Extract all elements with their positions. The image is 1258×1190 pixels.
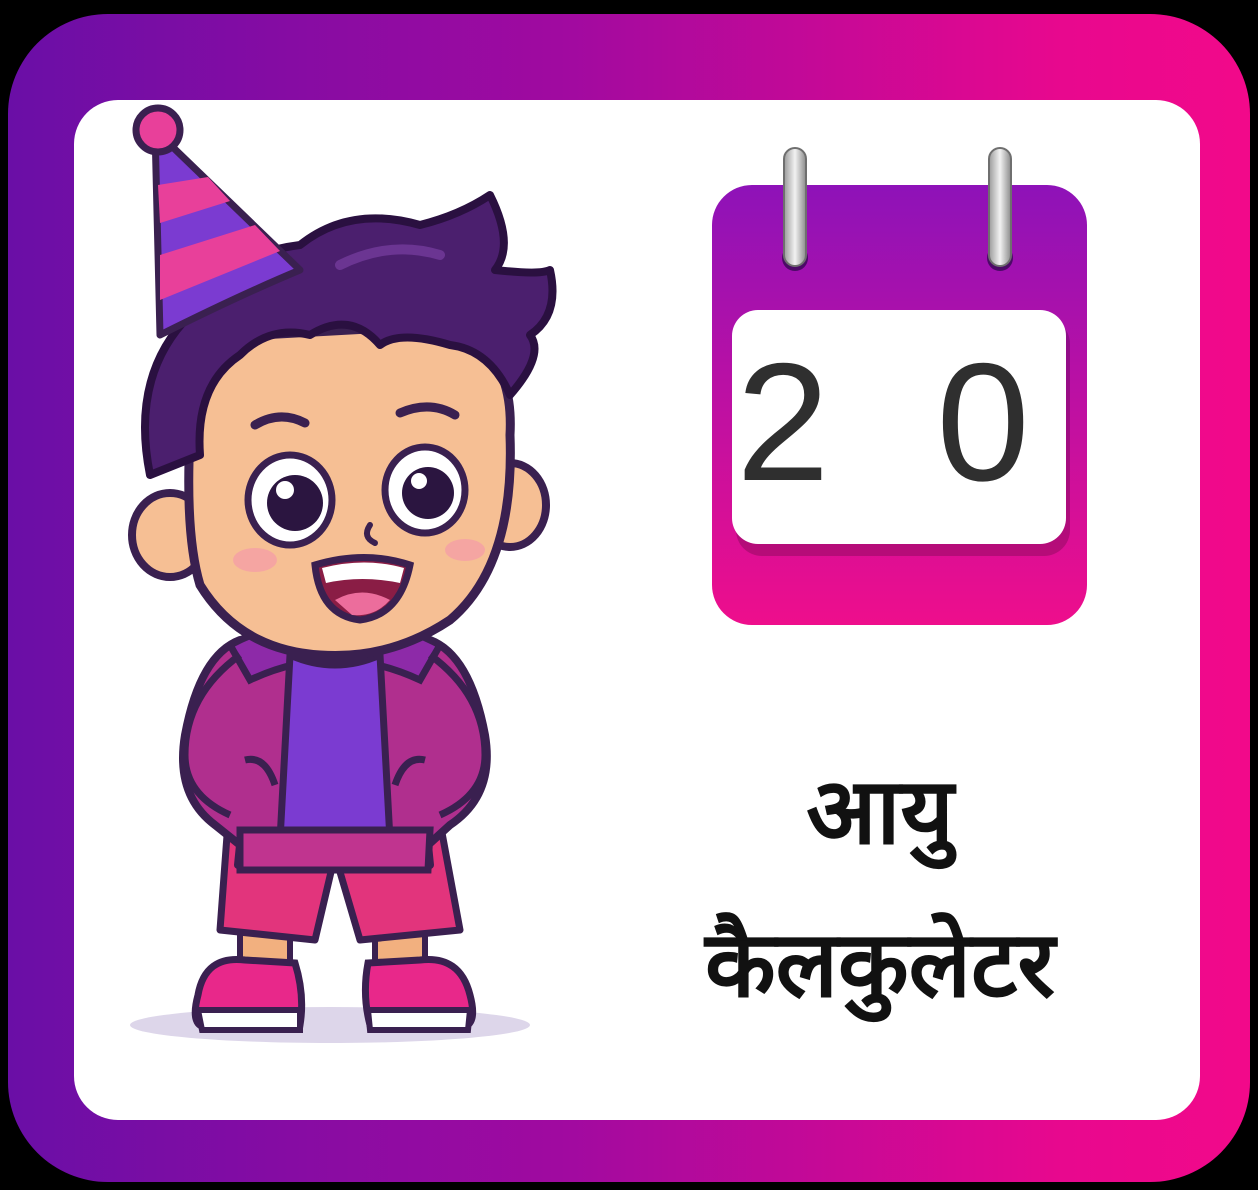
birthday-kid-illustration — [90, 95, 610, 1055]
shirt — [280, 655, 390, 840]
left-eye-shine — [276, 481, 294, 499]
right-eye-shine — [411, 473, 427, 489]
calendar-number: 2 0 — [736, 328, 1060, 516]
right-eye-pupil — [402, 467, 454, 519]
right-shoe-sole — [368, 1010, 470, 1030]
calendar-ring-left — [784, 148, 806, 266]
app-title-line-1: आयु — [806, 758, 954, 865]
app-title-line-2: कैलकुलेटर — [704, 911, 1056, 1018]
calendar-ring-right — [989, 148, 1011, 266]
left-eye-pupil — [267, 475, 323, 531]
right-cheek — [445, 539, 485, 561]
left-cheek — [233, 548, 277, 572]
hat-pompom — [136, 108, 180, 152]
jacket-waistband — [240, 830, 430, 870]
left-shoe-sole — [198, 1010, 300, 1030]
